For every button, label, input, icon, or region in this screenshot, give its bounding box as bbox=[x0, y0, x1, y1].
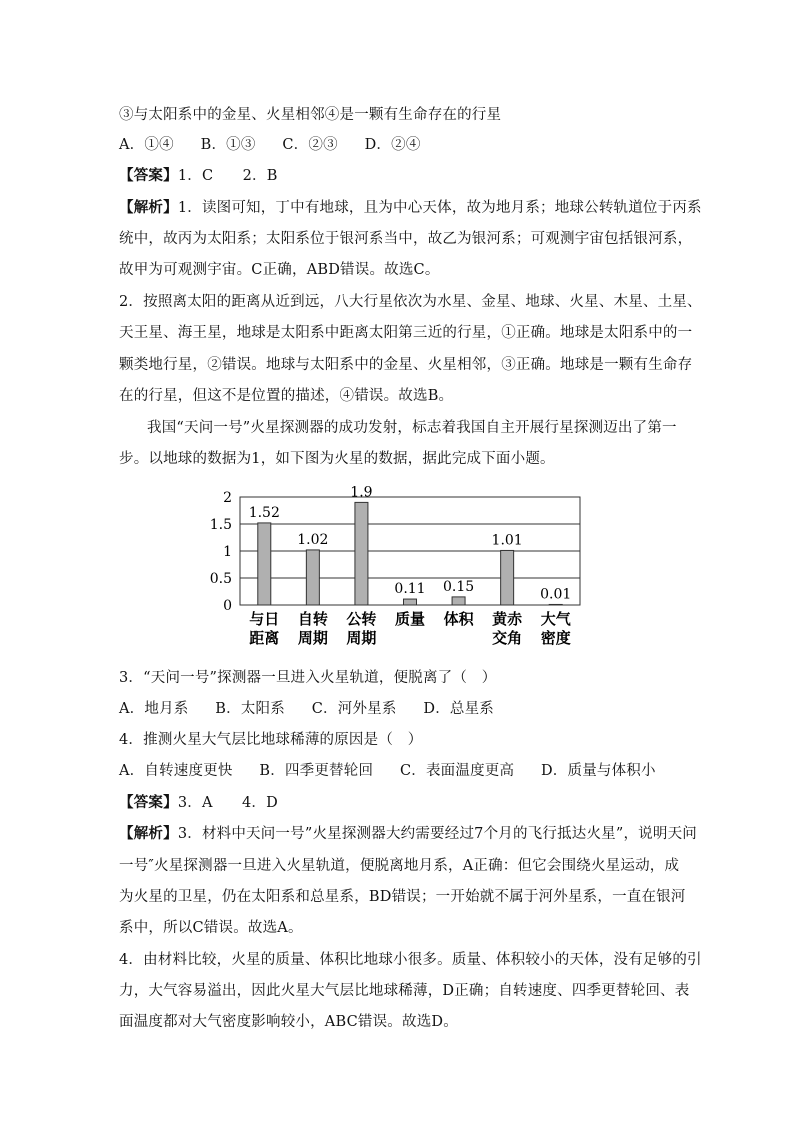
answer-text: 3．A 4．D bbox=[177, 795, 278, 811]
answer-1 bbox=[119, 164, 278, 185]
data-label: 0.15 bbox=[442, 578, 475, 595]
analysis-1-line: 在的行星，但这不是位置的描述，④错误。故选B。 bbox=[119, 388, 454, 404]
data-label: 1.9 bbox=[350, 484, 373, 501]
q3-stem: 3．“天问一号”探测器一旦进入火星轨道，便脱离了（ ） bbox=[119, 670, 497, 686]
choice-c: C．河外星系 bbox=[311, 701, 397, 717]
analysis-1-line: 颗类地行星，②错误。地球与太阳系中的金星、火星相邻，③正确。地球是一颗有生命存 bbox=[119, 357, 693, 373]
bar bbox=[355, 502, 368, 605]
choice-b: B．太阳系 bbox=[215, 701, 285, 717]
analysis-2-line: 系中，所以C错误。故选A。 bbox=[119, 920, 303, 936]
answer-label: 【答案】 bbox=[119, 167, 178, 184]
choice-c: C．②③ bbox=[282, 137, 338, 153]
q2-option-line: ③与太阳系中的金星、火星相邻④是一颗有生命存在的行星 bbox=[119, 107, 502, 123]
category-label: 密度 bbox=[540, 629, 571, 647]
q4-stem: 4．推测火星大气层比地球稀薄的原因是（ ） bbox=[119, 732, 423, 748]
choice-a: A．①④ bbox=[119, 137, 174, 153]
analysis-label: 【解析】 bbox=[119, 199, 178, 216]
q2-choices bbox=[119, 133, 443, 154]
category-label: 公转 bbox=[346, 610, 377, 628]
analysis-2-line: 为火星的卫星，仍在太阳系和总星系，BD错误；一开始就不属于河外星系，一直在银河 bbox=[119, 889, 686, 905]
category-label: 大气 bbox=[540, 610, 571, 628]
q4-choices bbox=[119, 759, 678, 780]
q3-choices bbox=[119, 697, 516, 718]
intro-line: 我国“天问一号”火星探测器的成功发射，标志着我国自主开展行星探测迈出了第一 bbox=[147, 420, 677, 436]
answer-2 bbox=[119, 791, 278, 812]
y-tick-label: 1.5 bbox=[209, 517, 232, 533]
analysis-2-line: 4．由材料比较，火星的质量、体积比地球小很多。质量、体积较小的天体，没有足够的引 bbox=[119, 952, 702, 968]
analysis-2-line: 一号″火星探测器一旦进入火星轨道，便脱离地月系，A正确：但它会围绕火星运动，成 bbox=[119, 858, 680, 874]
category-label: 质量 bbox=[394, 610, 426, 628]
analysis-1-line: 故甲为可观测宇宙。C正确，ABD错误。故选C。 bbox=[119, 262, 440, 278]
analysis-2-line: 面温度都对大气密度影响较小，ABC错误。故选D。 bbox=[119, 1014, 458, 1030]
y-tick-label: 2 bbox=[223, 490, 232, 506]
data-label: 1.52 bbox=[248, 504, 280, 521]
category-label: 黄赤 bbox=[492, 610, 523, 628]
analysis-1-line: 2．按照离太阳的距离从近到远，八大行星依次为水星、金星、地球、火星、木星、土星、 bbox=[119, 294, 702, 310]
choice-d: D．②④ bbox=[364, 137, 421, 153]
category-label: 周期 bbox=[346, 629, 377, 647]
analysis-1-line: 统中，故丙为太阳系；太阳系位于银河系当中，故乙为银河系；可观测宇宙包括银河系， bbox=[119, 231, 693, 247]
category-label: 体积 bbox=[443, 610, 474, 628]
category-label: 与日 bbox=[249, 610, 280, 628]
answer-label: 【答案】 bbox=[119, 794, 178, 811]
analysis-1-line bbox=[119, 196, 702, 217]
y-tick-label: 0 bbox=[223, 598, 232, 614]
choice-a: A．自转速度更快 bbox=[119, 763, 233, 779]
bar bbox=[452, 597, 465, 605]
intro-line: 步。以地球的数据为1，如下图为火星的数据，据此完成下面小题。 bbox=[119, 451, 555, 467]
analysis-2-line bbox=[119, 822, 697, 843]
choice-a: A．地月系 bbox=[119, 701, 189, 717]
choice-c: C．表面温度更高 bbox=[399, 763, 515, 779]
bar bbox=[549, 604, 562, 605]
bar bbox=[404, 599, 417, 605]
category-label: 距离 bbox=[249, 629, 280, 647]
answer-text: 1．C 2．B bbox=[177, 168, 278, 184]
category-label: 自转 bbox=[297, 610, 328, 628]
category-label: 周期 bbox=[297, 629, 328, 647]
data-label: 1.02 bbox=[297, 531, 329, 548]
choice-b: B．①③ bbox=[200, 137, 256, 153]
analysis-2-line: 力，大气容易溢出，因此火星大气层比地球稀薄，D正确；自转速度、四季更替轮回、表 bbox=[119, 983, 690, 999]
analysis-label: 【解析】 bbox=[119, 825, 178, 842]
choice-b: B．四季更替轮回 bbox=[259, 763, 374, 779]
choice-d: D．质量与体积小 bbox=[540, 763, 656, 779]
data-label: 0.01 bbox=[540, 586, 572, 603]
bar bbox=[306, 550, 319, 605]
data-label: 0.11 bbox=[394, 581, 426, 598]
analysis-text: 1．读图可知，丁中有地球，且为中心天体，故为地月系；地球公转轨道位于丙系 bbox=[177, 200, 702, 216]
data-label: 1.01 bbox=[491, 532, 523, 549]
bar bbox=[258, 523, 271, 605]
category-label: 交角 bbox=[492, 629, 523, 647]
analysis-text: 3．材料中天问一号”火星探测器大约需要经过7个月的飞行抵达火星”，说明天问 bbox=[177, 826, 697, 842]
y-tick-label: 1 bbox=[223, 544, 232, 560]
analysis-1-line: 天王星、海王星，地球是太阳系中距离太阳第三近的行星，①正确。地球是太阳系中的一 bbox=[119, 325, 693, 341]
bar bbox=[501, 550, 514, 605]
y-tick-label: 0.5 bbox=[209, 571, 232, 587]
choice-d: D．总星系 bbox=[423, 701, 495, 717]
mars-data-bar-chart bbox=[209, 480, 598, 650]
